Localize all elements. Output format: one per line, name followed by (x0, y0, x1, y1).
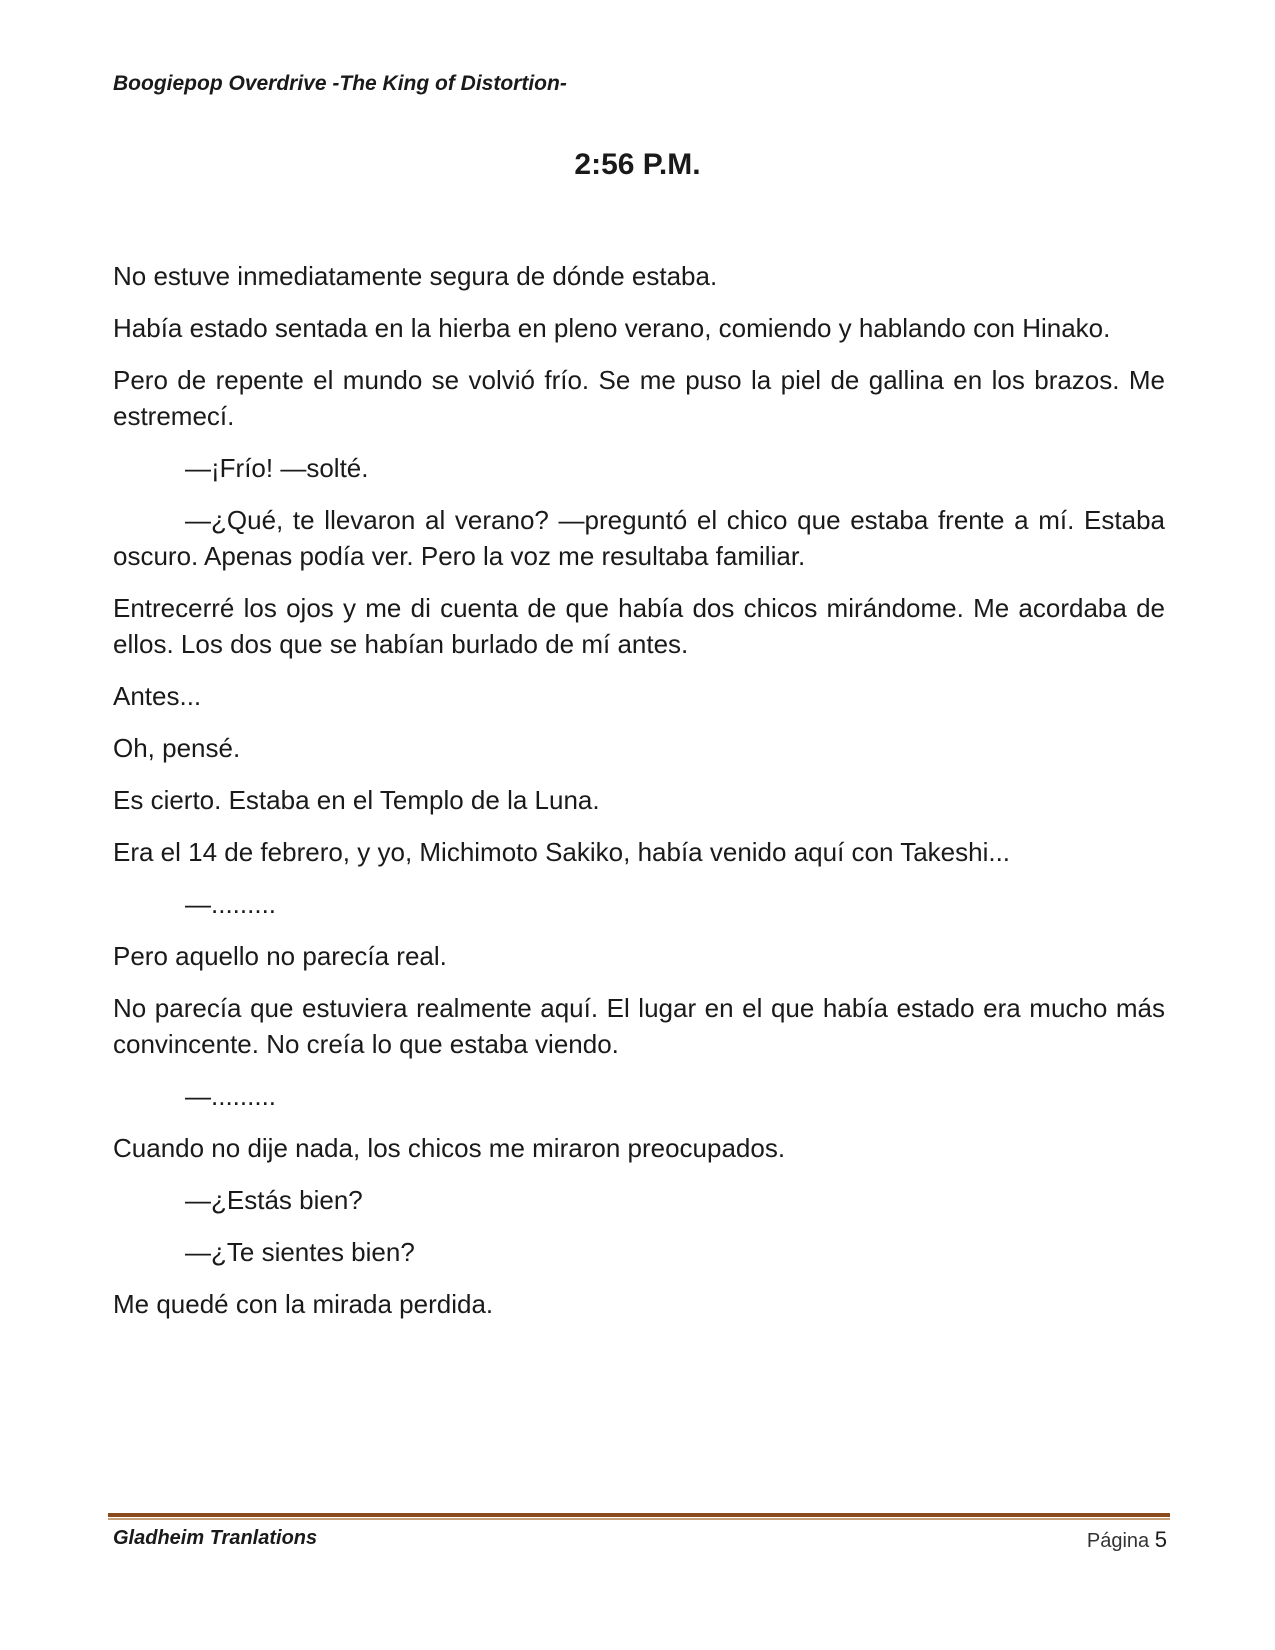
paragraph: Pero de repente el mundo se volvió frío. Se me puso la piel de gallina en los brazos. Me estremecí. (113, 365, 1165, 431)
dialog-line: —¿Estás bien? (185, 1185, 363, 1215)
dialog-line: —......... (185, 889, 277, 919)
page-number-block (1087, 1527, 1167, 1553)
paragraph: Es cierto. Estaba en el Templo de la Luna. (113, 785, 600, 815)
footer-rule-thin (108, 1518, 1170, 1520)
page-number: 5 (1154, 1527, 1167, 1552)
paragraph: Había estado sentada en la hierba en pleno verano, comiendo y hablando con Hinako. (113, 313, 1111, 343)
dialog-line: —¿Te sientes bien? (185, 1237, 415, 1267)
footer-publisher: Gladheim Tranlations (113, 1527, 318, 1549)
page-label: Página (1086, 1530, 1150, 1552)
body-text (113, 258, 1165, 1338)
paragraph: Cuando no dije nada, los chicos me miraron preocupados. (113, 1133, 786, 1163)
dialog-line: —¿Qué, te llevaron al verano? —preguntó el chico que estaba frente a mí. Estaba oscuro. Apenas podía ver. Pero la voz me resultaba familiar. (113, 505, 1165, 571)
chapter-title: 2:56 P.M. (574, 148, 701, 181)
dialog-line: —......... (185, 1081, 277, 1111)
paragraph: Entrecerré los ojos y me di cuenta de que había dos chicos mirándome. Me acordaba de ellos. Los dos que se habían burlado de mí antes. (113, 593, 1165, 659)
paragraph: Antes... (113, 681, 202, 711)
running-title: Boogiepop Overdrive -The King of Distortion- (113, 72, 567, 95)
paragraph: No estuve inmediatamente segura de dónde estaba. (113, 261, 718, 291)
paragraph: No parecía que estuviera realmente aquí. El lugar en el que había estado era mucho más convincente. No creía lo que estaba viendo. (113, 993, 1165, 1059)
footer-rule-thick (108, 1513, 1170, 1517)
footer-rule (108, 1513, 1170, 1520)
paragraph: Era el 14 de febrero, y yo, Michimoto Sakiko, había venido aquí con Takeshi... (113, 837, 1011, 867)
paragraph: Me quedé con la mirada perdida. (113, 1289, 494, 1319)
paragraph: Pero aquello no parecía real. (113, 941, 447, 971)
dialog-line: —¡Frío! —solté. (185, 453, 369, 483)
paragraph: Oh, pensé. (113, 733, 241, 763)
